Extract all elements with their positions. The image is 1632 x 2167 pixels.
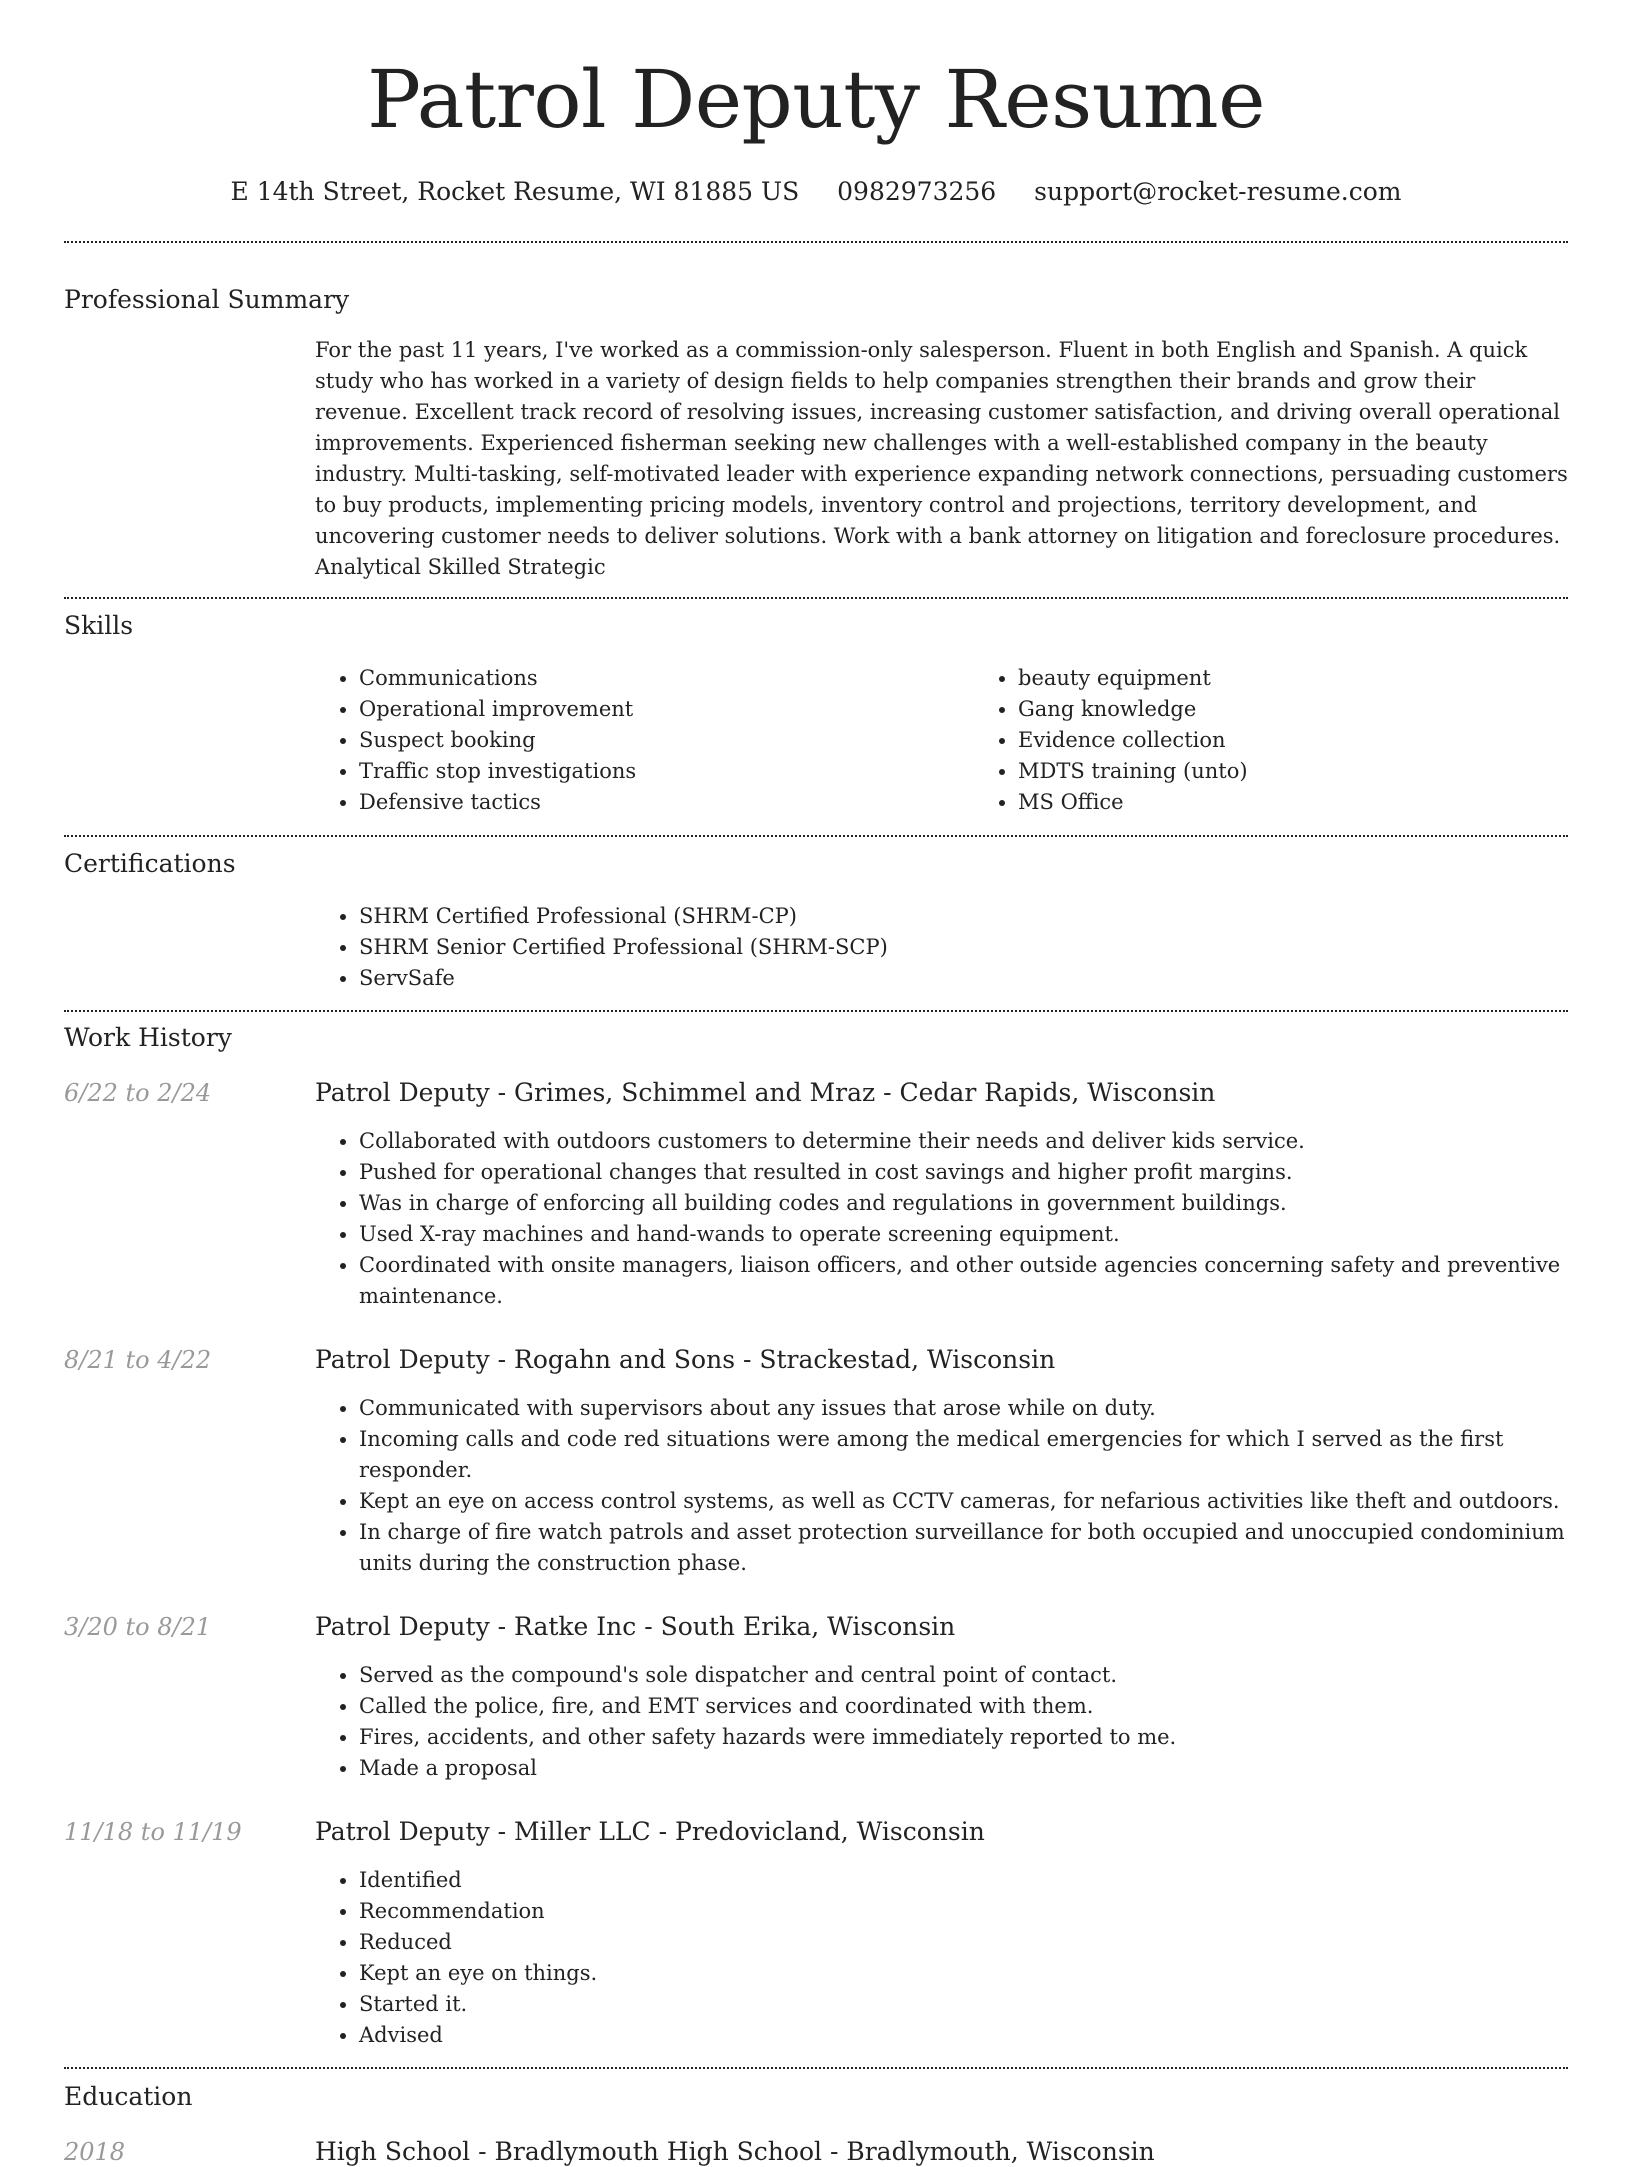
list-item: • Was in charge of enforcing all building codes and regulations in government buildings. [359, 1188, 1568, 1219]
summary-text: For the past 11 years, I've worked as a commission-only salesperson. Fluent in both English and Spanish. A quick study who has worked in a variety of design fields to help companies strengthen their brands and grow their revenue. Excellent track record of resolving issues, increasing customer satisfaction, and driving overall operational improvements. Experienced fisherman seeking new challenges with a well-established company in the beauty industry. Multi-tasking, self-motivated leader with experience expanding network connections, persuading customers to buy products, implementing pricing models, inventory control and projections, territory development, and uncovering customer needs to deliver solutions. Work with a bank attorney on litigation and foreclosure procedures. Analytical Skilled Strategic [315, 338, 1568, 579]
job-entry [64, 1078, 1568, 1312]
list-item: • Defensive tactics [359, 787, 974, 818]
list-item: • ServSafe [359, 963, 1568, 994]
list-item: • Gang knowledge [1018, 694, 1632, 725]
summary-section [64, 243, 1568, 583]
work-history-section [64, 1012, 1568, 2051]
job-entry [64, 1612, 1568, 1784]
job-title: Patrol Deputy - Ratke Inc - South Erika, Wisconsin [315, 1612, 956, 1641]
work-history-heading: Work History [64, 1023, 232, 1052]
list-item: • Operational improvement [359, 694, 974, 725]
list-item: • Started it. [359, 1989, 1568, 2020]
skills-heading: Skills [64, 611, 134, 640]
contact-address: E 14th Street, Rocket Resume, WI 81885 US [230, 177, 800, 206]
list-item: • Kept an eye on access control systems, as well as CCTV cameras, for nefarious activities like theft and outdoors. [359, 1486, 1568, 1517]
job-dates: 3/20 to 8/21 [64, 1613, 212, 1641]
list-item: • Called the police, fire, and EMT services and coordinated with them. [359, 1691, 1568, 1722]
education-section [64, 2069, 1568, 2167]
job-title: Patrol Deputy - Grimes, Schimmel and Mraz - Cedar Rapids, Wisconsin [315, 1078, 1216, 1107]
certifications-heading: Certifications [64, 849, 236, 878]
skills-list-right [974, 663, 1632, 818]
job-dates: 8/21 to 4/22 [64, 1346, 212, 1374]
education-heading: Education [64, 2082, 193, 2111]
job-title: Patrol Deputy - Rogahn and Sons - Strackestad, Wisconsin [315, 1345, 1056, 1374]
list-item: • Served as the compound's sole dispatcher and central point of contact. [359, 1660, 1568, 1691]
skills-list-left [315, 663, 974, 818]
contact-email: support@rocket-resume.com [1034, 177, 1402, 206]
job-entry [64, 1345, 1568, 1579]
education-entry: High School - Bradlymouth High School - Bradlymouth, Wisconsin [315, 2137, 1155, 2166]
list-item: • Evidence collection [1018, 725, 1632, 756]
list-item: • MS Office [1018, 787, 1632, 818]
list-item: • Reduced [359, 1927, 1568, 1958]
list-item: • Pushed for operational changes that resulted in cost savings and higher profit margins. [359, 1157, 1568, 1188]
job-title: Patrol Deputy - Miller LLC - Predovicland, Wisconsin [315, 1817, 985, 1846]
job-bullets [315, 1660, 1568, 1784]
job-dates: 11/18 to 11/19 [64, 1818, 242, 1846]
list-item: • Communicated with supervisors about any issues that arose while on duty. [359, 1393, 1568, 1424]
list-item: • Incoming calls and code red situations were among the medical emergencies for which I served as the first responder. [359, 1424, 1568, 1486]
list-item: • Recommendation [359, 1896, 1568, 1927]
list-item: • Fires, accidents, and other safety hazards were immediately reported to me. [359, 1722, 1568, 1753]
list-item: • Advised [359, 2020, 1568, 2051]
list-item: • In charge of fire watch patrols and asset protection surveillance for both occupied and unoccupied condominium units during the construction phase. [359, 1517, 1568, 1579]
list-item: • SHRM Certified Professional (SHRM-CP) [359, 901, 1568, 932]
list-item: • Kept an eye on things. [359, 1958, 1568, 1989]
skills-section [64, 599, 1568, 818]
list-item: • Collaborated with outdoors customers to determine their needs and deliver kids service. [359, 1126, 1568, 1157]
summary-heading: Professional Summary [64, 285, 350, 314]
job-dates: 6/22 to 2/24 [64, 1079, 212, 1107]
list-item: • Suspect booking [359, 725, 974, 756]
list-item: • Made a proposal [359, 1753, 1568, 1784]
job-bullets [315, 1393, 1568, 1579]
job-entry [64, 1817, 1568, 2051]
list-item: • SHRM Senior Certified Professional (SHRM-SCP) [359, 932, 1568, 963]
job-bullets [315, 1126, 1568, 1312]
education-year: 2018 [64, 2138, 126, 2166]
job-bullets [315, 1865, 1568, 2051]
list-item: • MDTS training (unto) [1018, 756, 1632, 787]
contact-phone: 0982973256 [837, 177, 997, 206]
certifications-section [64, 837, 1568, 994]
list-item: • Used X-ray machines and hand-wands to operate screening equipment. [359, 1219, 1568, 1250]
contact-line [64, 177, 1568, 206]
list-item: • beauty equipment [1018, 663, 1632, 694]
resume-page [64, 0, 1568, 2167]
list-item: • Identified [359, 1865, 1568, 1896]
list-item: • Communications [359, 663, 974, 694]
certifications-list [315, 901, 1568, 994]
resume-title: Patrol Deputy Resume [367, 53, 1265, 146]
list-item: • Traffic stop investigations [359, 756, 974, 787]
list-item: • Coordinated with onsite managers, liaison officers, and other outside agencies concerning safety and preventive maintenance. [359, 1250, 1568, 1312]
